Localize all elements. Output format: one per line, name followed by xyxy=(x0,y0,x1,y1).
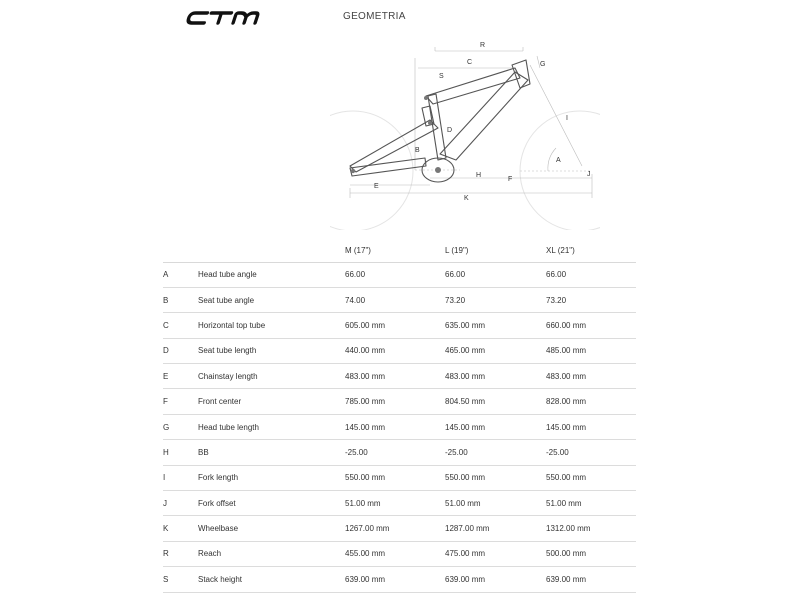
table-row xyxy=(163,491,636,516)
row-value-xl: 51.00 mm xyxy=(546,498,582,508)
row-value-xl: 500.00 mm xyxy=(546,549,587,559)
row-value-xl: 145.00 mm xyxy=(546,422,587,432)
row-value-l: 550.00 mm xyxy=(445,473,486,483)
row-value-l: 73.20 xyxy=(445,295,466,305)
row-name: Head tube angle xyxy=(198,270,257,280)
row-name: Reach xyxy=(198,549,222,559)
row-value-m: 639.00 mm xyxy=(345,574,386,584)
row-value-l: 51.00 mm xyxy=(445,498,481,508)
row-value-m: 145.00 mm xyxy=(345,422,386,432)
label-c: C xyxy=(467,59,473,66)
row-name: Horizontal top tube xyxy=(198,320,266,330)
table-row xyxy=(163,516,636,541)
row-value-m: 66.00 xyxy=(345,270,366,280)
row-name: Wheelbase xyxy=(198,524,239,534)
row-value-m: 483.00 mm xyxy=(345,371,386,381)
row-value-l: 66.00 xyxy=(445,270,466,280)
row-value-l: 145.00 mm xyxy=(445,422,486,432)
row-letter: H xyxy=(163,447,169,457)
table-row xyxy=(163,541,636,566)
label-a: A xyxy=(556,157,561,164)
header-size-m: M (17") xyxy=(345,240,445,262)
row-letter: E xyxy=(163,371,169,381)
row-value-m: 455.00 mm xyxy=(345,549,386,559)
table-row xyxy=(163,567,636,592)
row-letter: I xyxy=(163,473,166,483)
row-name: Fork length xyxy=(198,473,239,483)
row-name: Seat tube angle xyxy=(198,295,255,305)
row-value-xl: 66.00 xyxy=(546,270,567,280)
row-value-xl: 73.20 xyxy=(546,295,567,305)
row-value-l: -25.00 xyxy=(445,447,468,457)
table-row xyxy=(163,465,636,490)
table-row xyxy=(163,389,636,414)
row-value-m: -25.00 xyxy=(345,447,368,457)
table-row xyxy=(163,338,636,363)
row-value-m: 605.00 mm xyxy=(345,320,386,330)
label-b: B xyxy=(415,147,420,154)
row-value-m: 51.00 mm xyxy=(345,498,381,508)
row-name: Fork offset xyxy=(198,498,236,508)
label-i: I xyxy=(566,115,568,122)
header-size-l: L (19") xyxy=(445,240,546,262)
row-value-xl: 485.00 mm xyxy=(546,346,587,356)
table-row xyxy=(163,364,636,389)
table-row xyxy=(163,414,636,439)
row-name: Stack height xyxy=(198,574,243,584)
row-value-l: 639.00 mm xyxy=(445,574,486,584)
table-row xyxy=(163,262,636,287)
row-name: Head tube length xyxy=(198,422,259,432)
row-letter: F xyxy=(163,397,168,407)
label-e: E xyxy=(374,183,379,190)
label-f: F xyxy=(508,176,513,183)
row-letter: J xyxy=(163,498,167,508)
rear-wheel xyxy=(330,111,413,230)
row-letter: G xyxy=(163,422,170,432)
row-letter: R xyxy=(163,549,169,559)
ctm-logo xyxy=(183,8,271,28)
label-k: K xyxy=(464,195,469,202)
label-h: H xyxy=(476,172,482,179)
row-name: Chainstay length xyxy=(198,371,258,381)
label-j: J xyxy=(587,171,591,178)
row-value-l: 1287.00 mm xyxy=(445,524,490,534)
row-value-l: 483.00 mm xyxy=(445,371,486,381)
header-name xyxy=(198,240,345,262)
row-name: Front center xyxy=(198,397,242,407)
row-letter: A xyxy=(163,270,169,280)
row-value-m: 550.00 mm xyxy=(345,473,386,483)
bike-geometry-diagram xyxy=(330,38,600,230)
row-value-xl: 639.00 mm xyxy=(546,574,587,584)
row-value-m: 1267.00 mm xyxy=(345,524,390,534)
geometry-table xyxy=(163,240,636,593)
table-row xyxy=(163,313,636,338)
row-letter: D xyxy=(163,346,169,356)
row-value-xl: 660.00 mm xyxy=(546,320,587,330)
row-value-xl: 483.00 mm xyxy=(546,371,587,381)
row-value-m: 785.00 mm xyxy=(345,397,386,407)
row-letter: K xyxy=(163,524,169,534)
label-s: S xyxy=(439,73,444,80)
row-letter: S xyxy=(163,574,169,584)
row-name: BB xyxy=(198,447,209,457)
row-value-xl: -25.00 xyxy=(546,447,569,457)
row-value-l: 635.00 mm xyxy=(445,320,486,330)
header-size-xl: XL (21") xyxy=(546,240,636,262)
row-value-m: 74.00 xyxy=(345,295,366,305)
table-header-row xyxy=(163,240,636,262)
row-letter: B xyxy=(163,295,169,305)
row-value-xl: 550.00 mm xyxy=(546,473,587,483)
row-value-l: 475.00 mm xyxy=(445,549,486,559)
label-r: R xyxy=(480,42,486,49)
row-name: Seat tube length xyxy=(198,346,257,356)
table-row xyxy=(163,440,636,465)
page-title: GEOMETRIA xyxy=(343,11,406,22)
label-g: G xyxy=(540,61,546,68)
row-value-xl: 828.00 mm xyxy=(546,397,587,407)
row-letter: C xyxy=(163,320,169,330)
row-value-l: 804.50 mm xyxy=(445,397,486,407)
label-d: D xyxy=(447,127,453,134)
table-row xyxy=(163,287,636,312)
row-value-m: 440.00 mm xyxy=(345,346,386,356)
header-letter xyxy=(163,240,198,262)
row-value-xl: 1312.00 mm xyxy=(546,524,591,534)
row-value-l: 465.00 mm xyxy=(445,346,486,356)
